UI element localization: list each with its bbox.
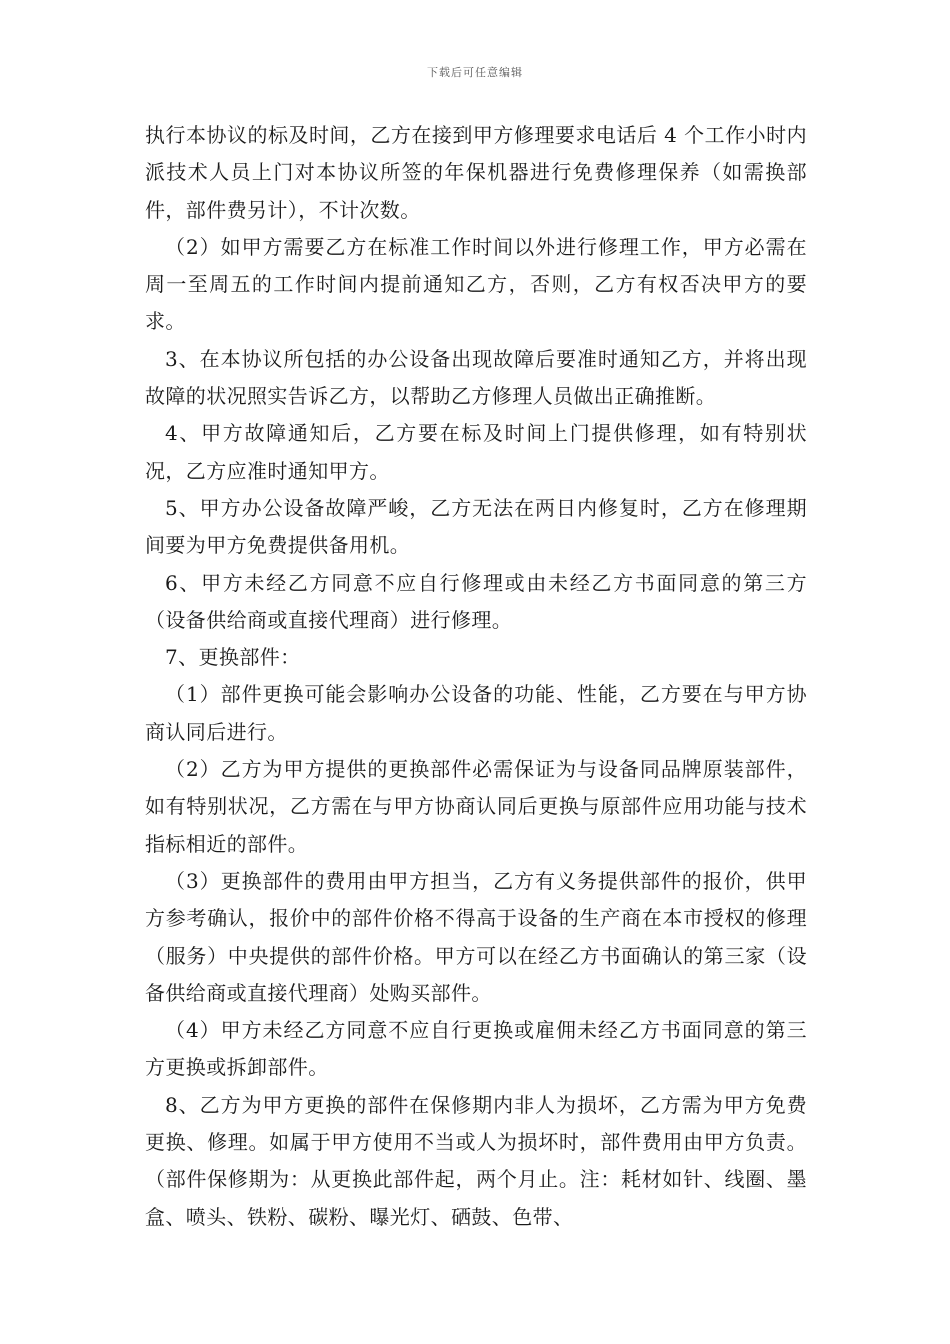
page-header: 下载后可任意编辑 [427,66,523,79]
paragraph-1: 执行本协议的标及时间，乙方在接到甲方修理要求电话后 4 个工作小时内派技术人员上门对本协议所签的年保机器进行免费修理保养（如需换部件，部件费另计），不计次数。 [145,123,807,222]
paragraph-11: （4）甲方未经乙方同意不应自行更换或雇佣未经乙方书面同意的第三方更换或拆卸部件。 [145,1018,807,1080]
paragraph-12: 8、乙方为甲方更换的部件在保修期内非人为损坏，乙方需为甲方免费更换、修理。如属于甲方使用不当或人为损坏时，部件费用由甲方负责。（部件保修期为：从更换此部件起，两个月止。注：耗材如针、线圈、墨盒、喷头、铁粉、碳粉、曝光灯、硒鼓、色带、 [145,1092,807,1229]
paragraph-3: 3、在本协议所包括的办公设备出现故障后要准时通知乙方，并将出现故障的状况照实告诉乙方，以帮助乙方修理人员做出正确推断。 [145,346,807,409]
paragraph-2: （2）如甲方需要乙方在标准工作时间以外进行修理工作，甲方必需在周一至周五的工作时间内提前通知乙方，否则，乙方有权否决甲方的要求。 [145,234,807,334]
document-body [145,117,807,1236]
paragraph-8: （1）部件更换可能会影响办公设备的功能、性能，乙方要在与甲方协商认同后进行。 [145,682,807,744]
paragraph-9: （2）乙方为甲方提供的更换部件必需保证为与设备同品牌原装部件，如有特别状况，乙方需在与甲方协商认同后更换与原部件应用功能与技术指标相近的部件。 [145,757,807,856]
paragraph-6: 6、甲方未经乙方同意不应自行修理或由未经乙方书面同意的第三方（设备供给商或直接代理商）进行修理。 [145,570,807,632]
paragraph-4: 4、甲方故障通知后，乙方要在标及时间上门提供修理，如有特别状况，乙方应准时通知甲方。 [145,421,807,483]
paragraph-5: 5、甲方办公设备故障严峻，乙方无法在两日内修复时，乙方在修理期间要为甲方免费提供备用机。 [145,495,807,558]
paragraph-7: 7、更换部件： [165,645,301,670]
paragraph-10: （3）更换部件的费用由甲方担当，乙方有义务提供部件的报价，供甲方参考确认，报价中的部件价格不得高于设备的生产商在本市授权的修理（服务）中央提供的部件价格。甲方可以在经乙方书面确认的第三家（设备供给商或直接代理商）处购买部件。 [145,868,807,1005]
